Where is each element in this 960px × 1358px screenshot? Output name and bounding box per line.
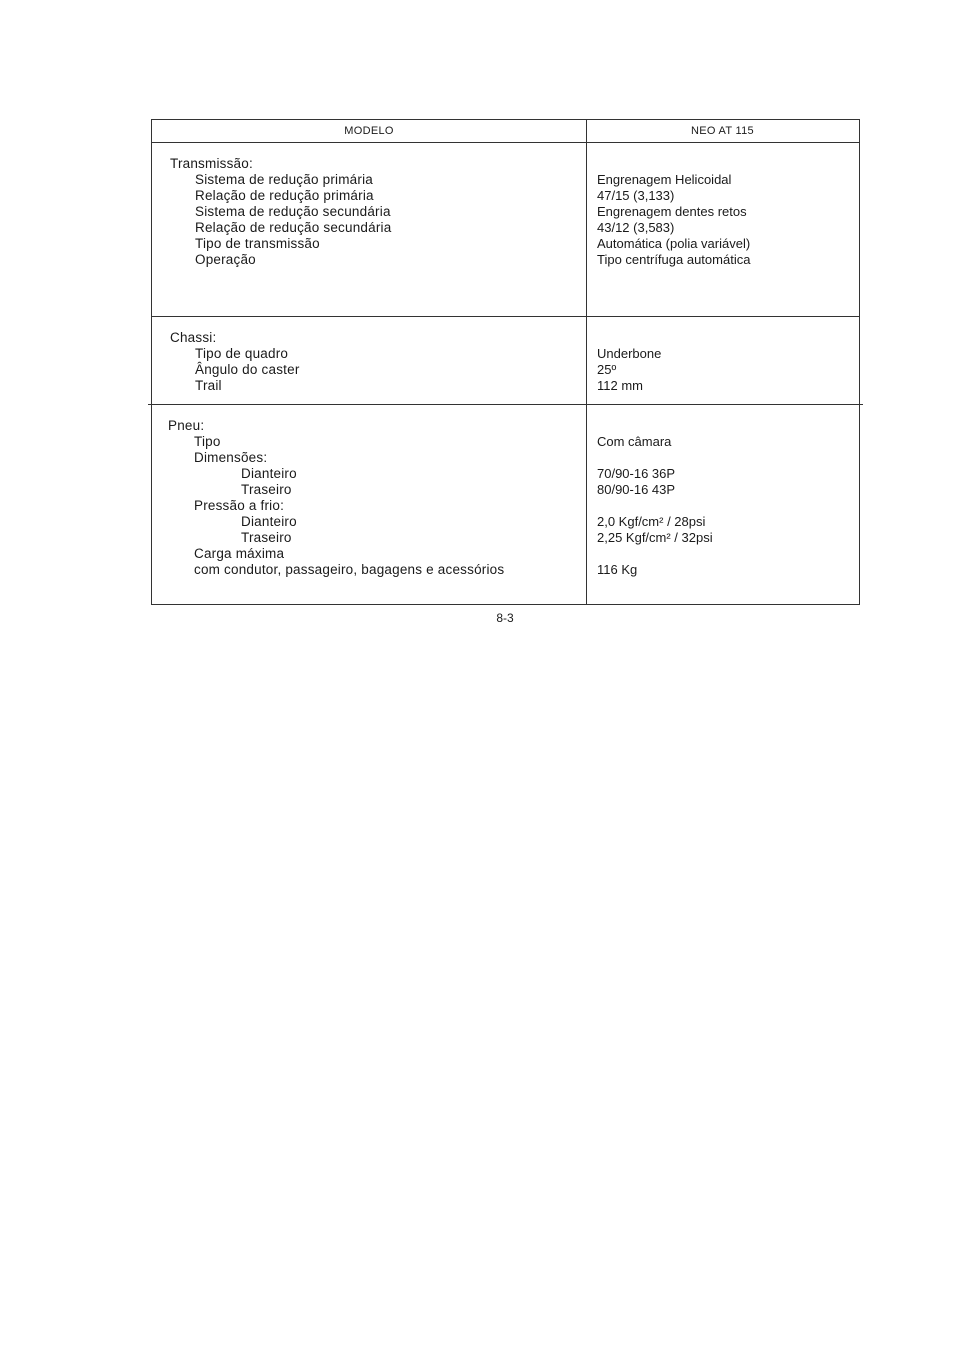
spec-value: 80/90-16 43P <box>597 482 676 497</box>
spec-label: Relação de redução secundária <box>195 220 392 235</box>
spec-label: Dimensões: <box>194 450 268 465</box>
spec-label: Tipo de transmissão <box>195 236 320 251</box>
spec-label: Pressão a frio: <box>194 498 285 513</box>
spec-label: Trail <box>195 378 222 393</box>
section-title-pneu: Pneu: <box>168 418 205 433</box>
section-title-chassi: Chassi: <box>170 330 217 345</box>
spec-label: Dianteiro <box>241 466 297 481</box>
spec-value: 116 Kg <box>597 562 638 577</box>
spec-value: Engrenagem dentes retos <box>597 204 747 219</box>
spec-value: Com câmara <box>597 434 672 449</box>
spec-label: Relação de redução primária <box>195 188 374 203</box>
table-header <box>152 120 859 143</box>
spec-label: Sistema de redução primária <box>195 172 373 187</box>
spec-value: Engrenagem Helicoidal <box>597 172 732 187</box>
section-divider-transmissao <box>152 316 859 317</box>
spec-label: Operação <box>195 252 256 267</box>
spec-label: Tipo de quadro <box>195 346 289 361</box>
spec-value: Underbone <box>597 346 662 361</box>
spec-label: Carga máxima <box>194 546 285 561</box>
column-divider <box>586 120 587 604</box>
spec-label: Traseiro <box>241 530 292 545</box>
page-number: 8-3 <box>496 611 514 625</box>
section-divider-chassi <box>148 404 863 405</box>
spec-label: Dianteiro <box>241 514 297 529</box>
spec-label: Ângulo do caster <box>195 362 300 377</box>
model-label: MODELO <box>344 125 394 137</box>
spec-value: 2,0 Kgf/cm² / 28psi <box>597 514 706 529</box>
spec-label: Traseiro <box>241 482 292 497</box>
spec-value: 112 mm <box>597 378 643 393</box>
spec-value: 25º <box>597 362 617 377</box>
spec-value: Automática (polia variável) <box>597 236 751 251</box>
section-title-transmissao: Transmissão: <box>170 156 253 171</box>
spec-value: 70/90-16 36P <box>597 466 676 481</box>
spec-value: 2,25 Kgf/cm² / 32psi <box>597 530 713 545</box>
spec-table <box>151 119 860 605</box>
spec-label: com condutor, passageiro, bagagens e acessórios <box>194 562 505 577</box>
spec-label: Tipo <box>194 434 221 449</box>
model-value: NEO AT 115 <box>691 125 754 137</box>
spec-value: Tipo centrífuga automática <box>597 252 751 267</box>
spec-value: 47/15 (3,133) <box>597 188 675 203</box>
spec-label: Sistema de redução secundária <box>195 204 391 219</box>
spec-value: 43/12 (3,583) <box>597 220 675 235</box>
